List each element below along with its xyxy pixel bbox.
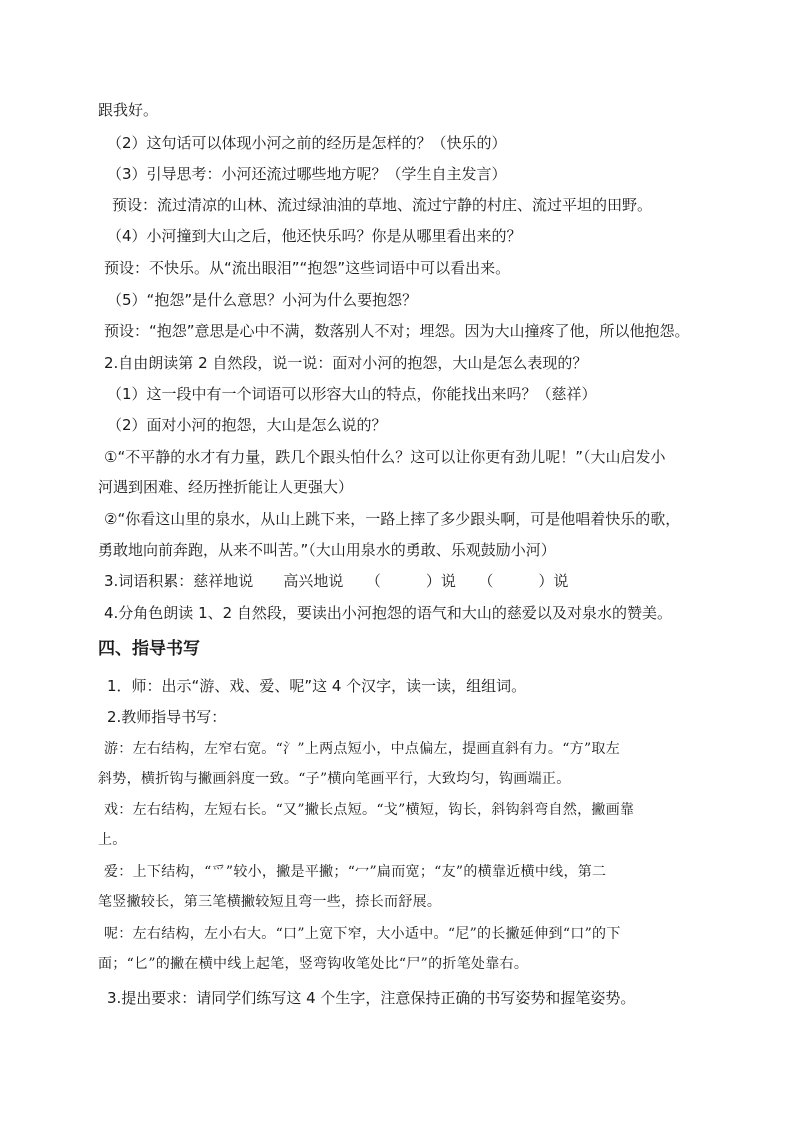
text-line: （4）小河撞到大山之后，他还快乐吗？你是从哪里看出来的？ bbox=[107, 227, 522, 245]
guidance-line: 呢：左右结构，左小右大。“口”上宽下窄，大小适中。“尼”的长撇延伸到“口”的下 bbox=[104, 926, 621, 942]
text-line: 河遇到困难、经历挫折能让人更强大） bbox=[98, 478, 354, 496]
text-line: 预设：流过清凉的山林、流过绿油油的草地、流过宁静的村庄、流过平坦的田野。 bbox=[112, 196, 653, 214]
guidance-line: 爱：上下结构，“爫”较小，撇是平撇；“冖”扁而宽；“友”的横靠近横中线，第二 bbox=[104, 864, 607, 880]
text-line: 2.教师指导书写： bbox=[107, 708, 227, 726]
text-line: ①“不平静的水才有力量，跌几个跟头怕什么？这可以让你更有劲儿呢！”（大山启发小 bbox=[104, 448, 666, 466]
guidance-line: 面；“匕”的撇在横中线上起笔，竖弯钩收笔处比“尸”的折笔处靠右。 bbox=[98, 956, 529, 972]
text-line: 1．师：出示“游、戏、爱、呢”这 4 个汉字，读一读，组组词。 bbox=[107, 677, 527, 695]
text-line: （2）这句话可以体现小河之前的经历是怎样的？（快乐的） bbox=[107, 134, 507, 152]
text-line: 3.提出要求：请同学们练写这 4 个生字，注意保持正确的书写姿势和握笔姿势。 bbox=[107, 989, 636, 1007]
text-line: 预设：“抱怨”意思是心中不满，数落别人不对；埋怨。因为大山撞疼了他，所以他抱怨。 bbox=[104, 322, 690, 340]
text-line: 勇敢地向前奔跑，从来不叫苦。”（大山用泉水的勇敢、乐观鼓励小河） bbox=[98, 541, 556, 559]
guidance-line: 上。 bbox=[98, 832, 127, 848]
guidance-line: 游：左右结构，左窄右宽。“氵”上两点短小，中点偏左，提画直斜有力。“方”取左 bbox=[104, 741, 621, 757]
text-line: 3.词语积累：慈祥地说 高兴地说 （ ）说 （ ）说 bbox=[104, 572, 569, 590]
text-line: 预设：不快乐。从“流出眼泪”“抱怨”这些词语中可以看出来。 bbox=[104, 259, 511, 277]
text-line: ②“你看这山里的泉水，从山上跳下来，一路上摔了多少跟头啊，可是他唱着快乐的歌， bbox=[104, 510, 681, 528]
text-line: （3）引导思考：小河还流过哪些地方呢？（学生自主发言） bbox=[107, 165, 507, 183]
guidance-line: 戏：左右结构，左短右长。“又”撇长点短。“戈”横短，钩长，斜钩斜弯自然，撇画靠 bbox=[104, 802, 635, 818]
text-line: （2）面对小河的抱怨，大山是怎么说的？ bbox=[107, 416, 387, 434]
text-line: 跟我好。 bbox=[98, 101, 159, 119]
text-line: 2.自由朗读第 2 自然段，说一说：面对小河的抱怨，大山是怎么表现的？ bbox=[104, 354, 588, 372]
guidance-line: 笔竖撇较长，第三笔横撇较短且弯一些，捺长而舒展。 bbox=[98, 894, 442, 910]
section-heading: 四、指导书写 bbox=[98, 639, 200, 659]
text-line: （5）“抱怨”是什么意思？小河为什么要抱怨？ bbox=[107, 291, 418, 309]
text-line: （1）这一段中有一个词语可以形容大山的特点，你能找出来吗？（慈祥） bbox=[107, 385, 597, 403]
guidance-line: 斜势，横折钩与撇画斜度一致。“子”横向笔画平行，大致均匀，钩画端正。 bbox=[98, 771, 571, 787]
text-line: 4.分角色朗读 1、2 自然段，要读出小河抱怨的语气和大山的慈爱以及对泉水的赞美。 bbox=[104, 604, 672, 622]
